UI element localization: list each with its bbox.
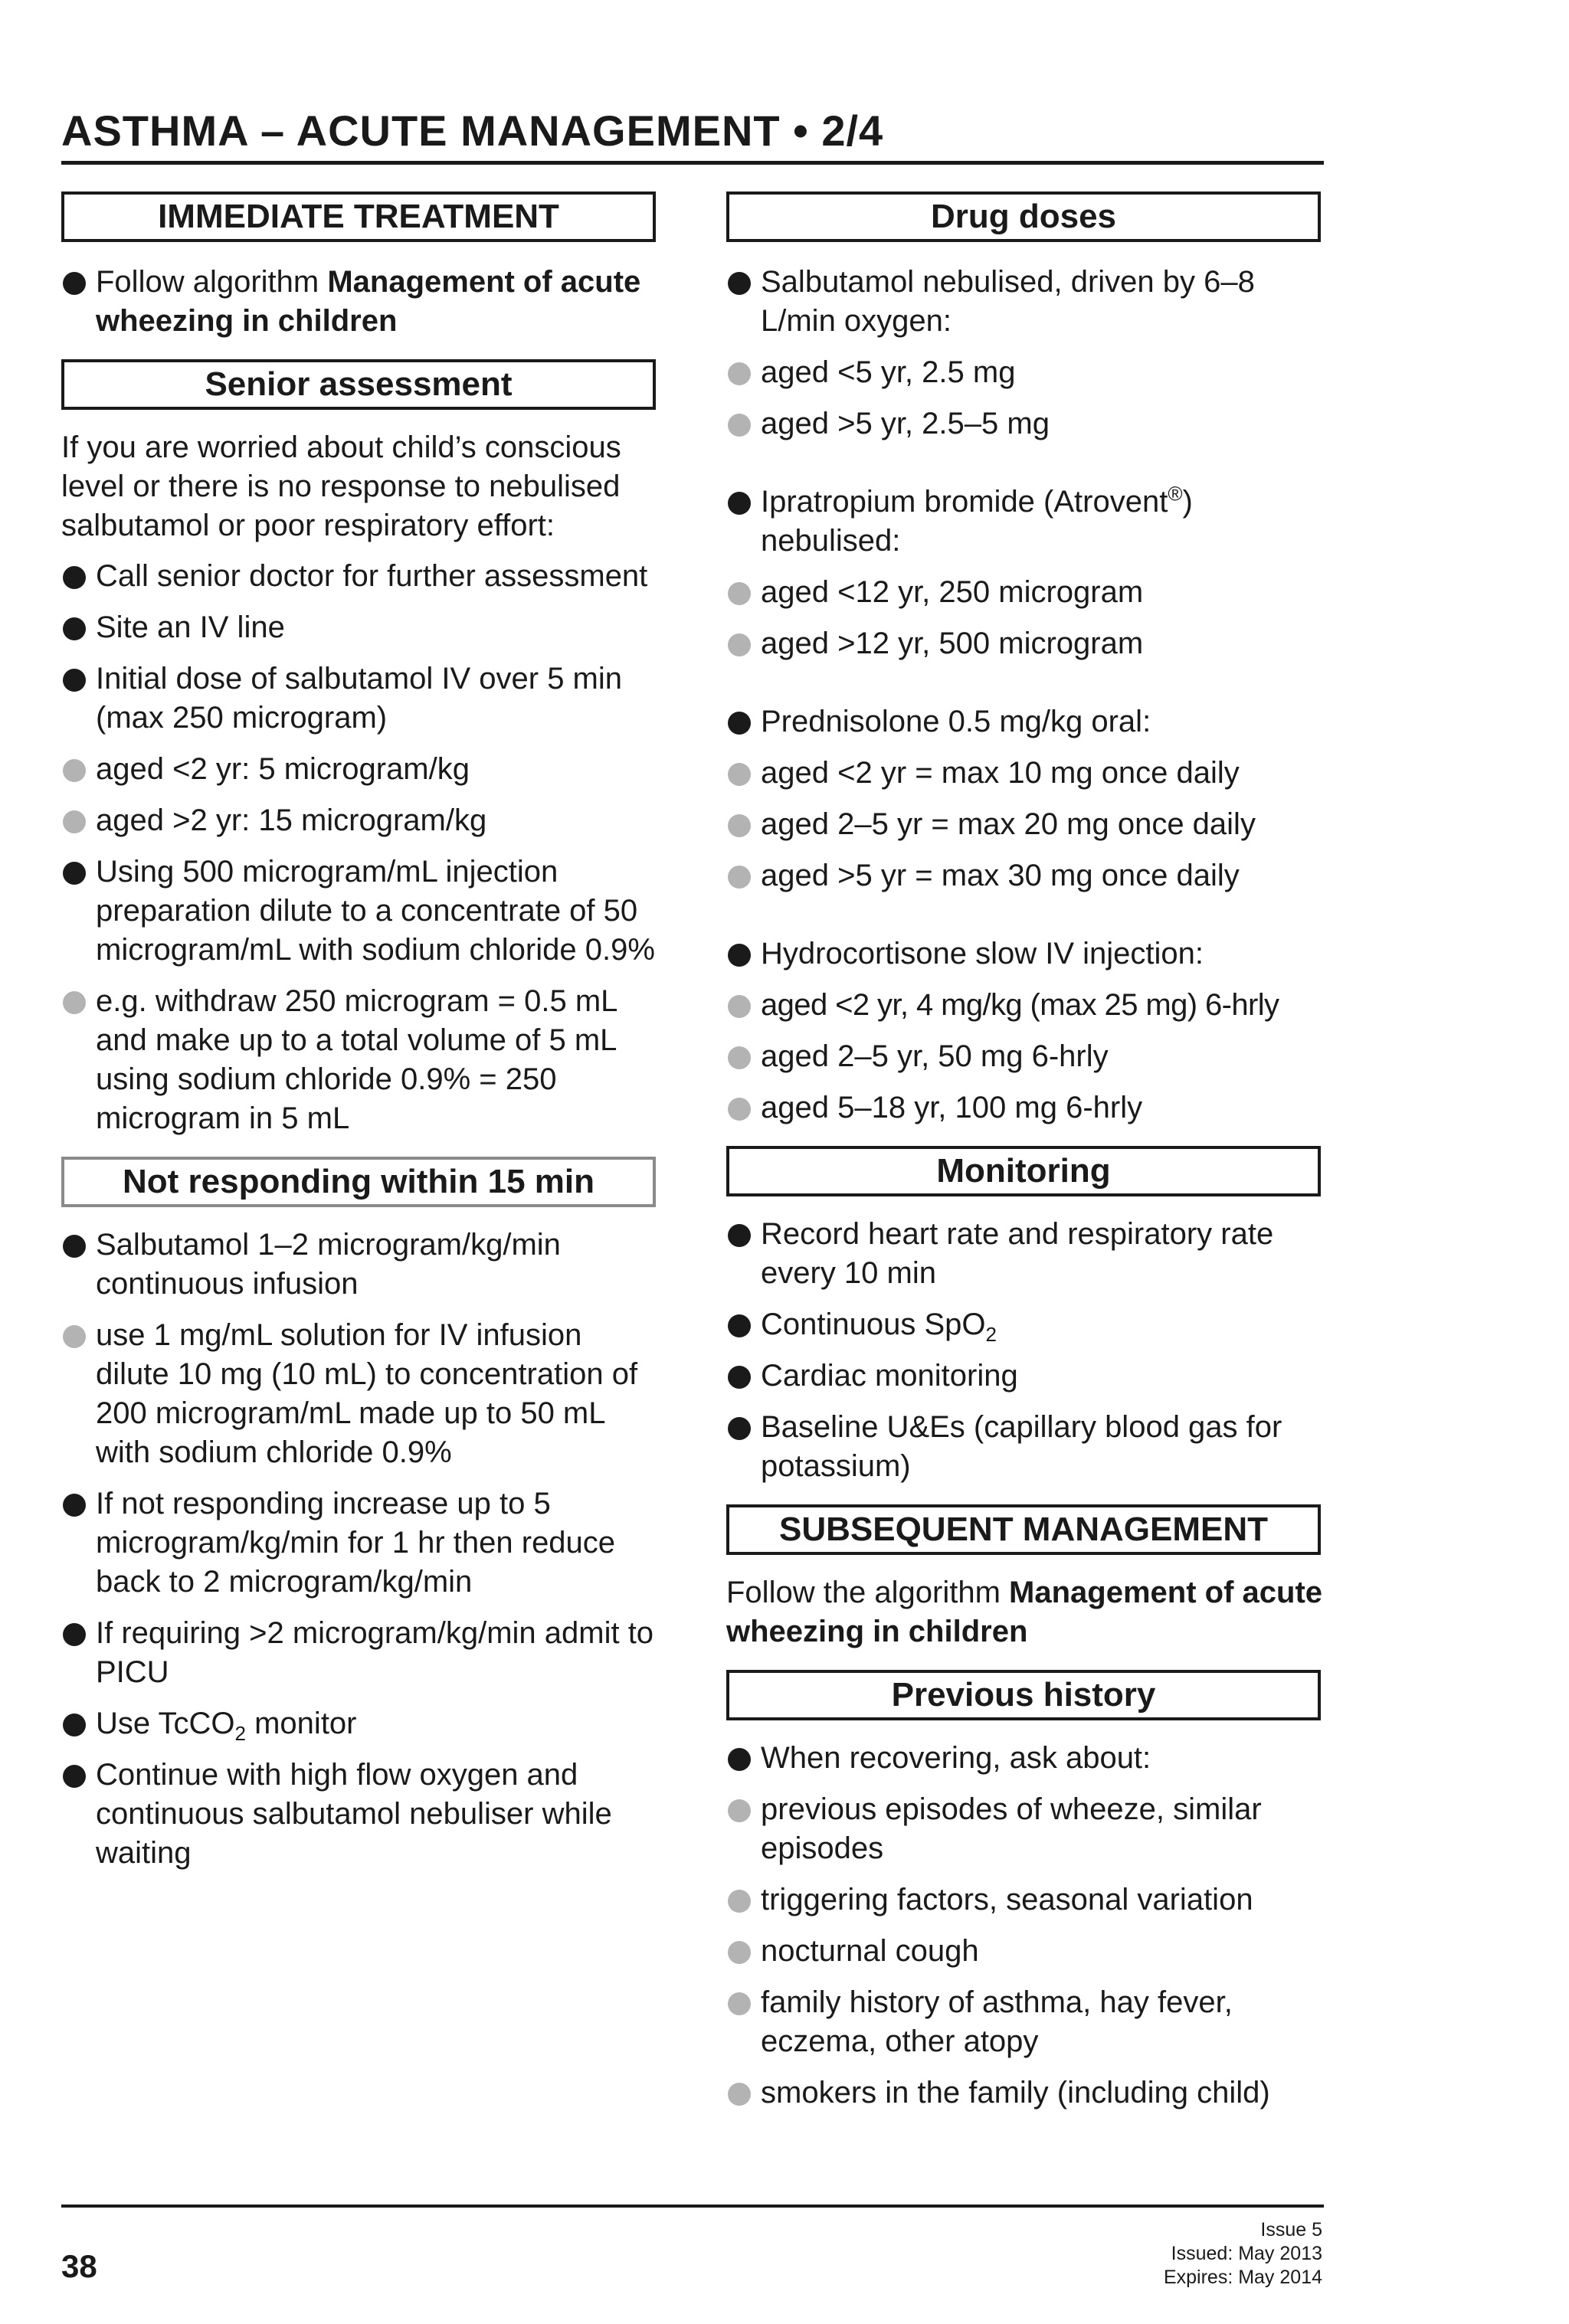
sub-bullet-icon xyxy=(728,1941,751,1964)
page-number: 38 xyxy=(61,2248,97,2284)
list-item: Record heart rate and respiratory rate every 10 min xyxy=(726,1215,1324,1293)
bullet-icon xyxy=(728,1314,751,1337)
sub-bullet-icon xyxy=(63,1325,86,1348)
bullet-icon xyxy=(728,1224,751,1247)
list-item: triggering factors, seasonal variation xyxy=(726,1880,1324,1920)
sub-bullet-icon xyxy=(728,814,751,837)
list-item: aged 2–5 yr = max 20 mg once daily xyxy=(726,805,1324,844)
previous-history-heading: Previous history xyxy=(726,1670,1321,1720)
list-item: family history of asthma, hay fever, eczema, other atopy xyxy=(726,1983,1324,2061)
sub-bullet-icon xyxy=(63,759,86,782)
sub-bullet-icon xyxy=(728,866,751,889)
sub-bullet-icon xyxy=(728,1890,751,1913)
list-item: Follow algorithm Management of acute wheezing in children xyxy=(61,263,659,341)
immediate-treatment-heading: IMMEDIATE TREATMENT xyxy=(61,191,656,242)
right-column xyxy=(726,191,1324,2113)
list-item: Salbutamol 1–2 microgram/kg/min continuous infusion xyxy=(61,1226,659,1304)
list-item: aged >2 yr: 15 microgram/kg xyxy=(61,801,659,840)
bullet-icon xyxy=(728,1748,751,1771)
page-title: ASTHMA – ACUTE MANAGEMENT • 2/4 xyxy=(61,106,884,155)
sub-bullet-icon xyxy=(728,362,751,385)
list-item: If requiring >2 microgram/kg/min admit to PICU xyxy=(61,1614,659,1692)
monitoring-heading: Monitoring xyxy=(726,1146,1321,1196)
bullet-icon xyxy=(63,1494,86,1517)
bullet-icon xyxy=(728,1417,751,1440)
list-item: nocturnal cough xyxy=(726,1932,1324,1971)
sub-bullet-icon xyxy=(728,763,751,786)
list-item: aged <2 yr, 4 mg/kg (max 25 mg) 6-hrly xyxy=(726,986,1324,1025)
list-item: Continuous SpO$_2$ xyxy=(726,1305,1324,1344)
senior-assessment-heading: Senior assessment xyxy=(61,359,656,410)
footer-divider xyxy=(61,2205,1324,2208)
sub-bullet-icon xyxy=(728,414,751,437)
bullet-icon xyxy=(63,1235,86,1258)
registered-mark: ® xyxy=(1168,482,1183,506)
bullet-icon xyxy=(63,272,86,295)
algorithm-link-text: Management of acute wheezing in children xyxy=(726,1576,1323,1648)
left-column xyxy=(61,191,659,1873)
list-item: aged 5–18 yr, 100 mg 6-hrly xyxy=(726,1088,1324,1128)
sub-bullet-icon xyxy=(728,1799,751,1822)
list-item: aged <5 yr, 2.5 mg xyxy=(726,353,1324,392)
sub-bullet-icon xyxy=(728,2083,751,2106)
sub-bullet-icon xyxy=(63,991,86,1014)
bullet-icon xyxy=(728,272,751,295)
bullet-icon xyxy=(728,712,751,735)
list-item: Hydrocortisone slow IV injection: xyxy=(726,935,1324,974)
sub-bullet-icon xyxy=(728,633,751,656)
list-item: If not responding increase up to 5 microgram/kg/min for 1 hr then reduce back to 2 microgram/kg/min xyxy=(61,1484,659,1602)
list-item: smokers in the family (including child) xyxy=(726,2074,1324,2113)
drug-doses-heading: Drug doses xyxy=(726,191,1321,242)
bullet-icon xyxy=(63,669,86,692)
subsequent-text: Follow the algorithm Management of acute wheezing in children xyxy=(726,1576,1323,1648)
list-item: When recovering, ask about: xyxy=(726,1739,1324,1778)
list-item: aged 2–5 yr, 50 mg 6-hrly xyxy=(726,1037,1324,1076)
list-item: Cardiac monitoring xyxy=(726,1357,1324,1396)
bullet-icon xyxy=(728,944,751,967)
title-divider xyxy=(61,161,1324,165)
list-item: Continue with high flow oxygen and continuous salbutamol nebuliser while waiting xyxy=(61,1756,659,1873)
list-item: Salbutamol nebulised, driven by 6–8 L/min oxygen: xyxy=(726,263,1324,341)
bullet-icon xyxy=(63,862,86,885)
list-item: aged <12 yr, 250 microgram xyxy=(726,573,1324,612)
issue-number: Issue 5 xyxy=(1260,2219,1322,2241)
list-item: aged <2 yr: 5 microgram/kg xyxy=(61,750,659,789)
list-item: aged >5 yr, 2.5–5 mg xyxy=(726,404,1324,444)
sub-bullet-icon xyxy=(728,1098,751,1121)
sub-bullet-icon xyxy=(728,995,751,1018)
sub-bullet-icon xyxy=(63,810,86,833)
list-item: aged <2 yr = max 10 mg once daily xyxy=(726,754,1324,793)
algorithm-link-text: Management of acute wheezing in children xyxy=(96,265,641,338)
list-item: Call senior doctor for further assessment xyxy=(61,557,659,596)
bullet-icon xyxy=(728,492,751,515)
list-item: aged >5 yr = max 30 mg once daily xyxy=(726,856,1324,895)
expiry-date: Expires: May 2014 xyxy=(1163,2267,1322,2288)
subsequent-management-heading: SUBSEQUENT MANAGEMENT xyxy=(726,1504,1321,1555)
bullet-icon xyxy=(63,1714,86,1736)
list-item: Prednisolone 0.5 mg/kg oral: xyxy=(726,702,1324,741)
list-item: Site an IV line xyxy=(61,608,659,647)
bullet-icon xyxy=(728,1366,751,1389)
bullet-icon xyxy=(63,1623,86,1646)
sub-bullet-icon xyxy=(728,1046,751,1069)
bullet-icon xyxy=(63,1765,86,1788)
sub-bullet-icon xyxy=(728,582,751,605)
bullet-icon xyxy=(63,617,86,640)
list-item: Ipratropium bromide (Atrovent®) nebulised: xyxy=(726,483,1324,561)
list-item: previous episodes of wheeze, similar episodes xyxy=(726,1790,1324,1868)
not-responding-heading: Not responding within 15 min xyxy=(61,1157,656,1207)
list-item: aged >12 yr, 500 microgram xyxy=(726,624,1324,663)
list-item: Using 500 microgram/mL injection preparation dilute to a concentrate of 50 microgram/mL with sodium chloride 0.9% xyxy=(61,853,659,970)
issue-info xyxy=(1164,2218,1322,2290)
list-item: e.g. withdraw 250 microgram = 0.5 mL and make up to a total volume of 5 mL using sodium chloride 0.9% = 250 microgram in 5 mL xyxy=(61,982,659,1138)
sub-bullet-icon xyxy=(728,1992,751,2015)
list-item: Use TcCO$_2$ monitor xyxy=(61,1704,659,1743)
list-item: Initial dose of salbutamol IV over 5 min (max 250 microgram) xyxy=(61,660,659,738)
bullet-icon xyxy=(63,566,86,589)
list-item: Baseline U&Es (capillary blood gas for potassium) xyxy=(726,1408,1324,1486)
list-item: use 1 mg/mL solution for IV infusion dilute 10 mg (10 mL) to concentration of 200 microgram/mL made up to 50 mL with sodium chloride 0.9% xyxy=(61,1316,659,1472)
issued-date: Issued: May 2013 xyxy=(1171,2243,1322,2264)
senior-intro: If you are worried about child’s conscious level or there is no response to nebulised salbutamol or poor respiratory effort: xyxy=(61,430,621,542)
